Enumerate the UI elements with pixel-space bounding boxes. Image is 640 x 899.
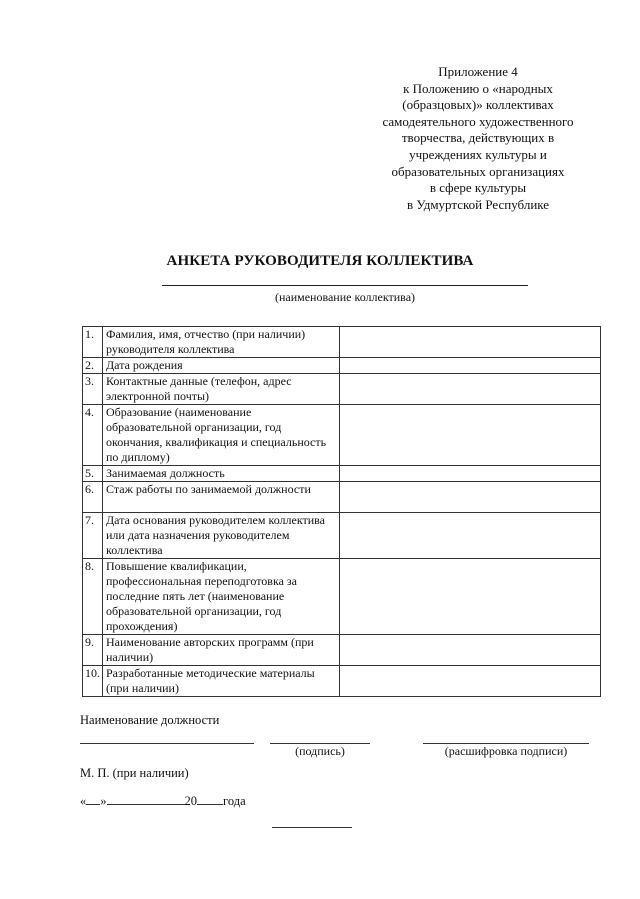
date-suffix: года	[223, 794, 246, 808]
table-row	[83, 358, 601, 374]
date-day-blank[interactable]	[86, 792, 100, 805]
row-value-cell[interactable]	[340, 358, 601, 374]
row-number: 8.	[83, 559, 103, 635]
row-value-cell[interactable]	[340, 466, 601, 482]
row-value-cell[interactable]	[340, 405, 601, 466]
date-month-blank[interactable]	[107, 792, 185, 805]
row-number: 6.	[83, 482, 103, 513]
row-label: Дата основания руководителем коллектива или дата назначения руководителем коллектива	[103, 513, 340, 559]
table-row	[83, 513, 601, 559]
table-row	[83, 666, 601, 697]
position-line[interactable]	[80, 743, 254, 744]
row-label: Занимаемая должность	[103, 466, 340, 482]
table-row	[83, 466, 601, 482]
appendix-line: к Положению о «народных	[403, 80, 553, 96]
row-label: Дата рождения	[103, 358, 340, 374]
row-number: 4.	[83, 405, 103, 466]
position-label: Наименование должности	[80, 713, 220, 727]
date-year-prefix: 20	[184, 794, 197, 808]
signature-caption: (подпись)	[295, 744, 345, 758]
row-value-cell[interactable]	[340, 513, 601, 559]
bottom-rule	[272, 827, 352, 828]
document-title: АНКЕТА РУКОВОДИТЕЛЯ КОЛЛЕКТИВА	[166, 253, 474, 269]
appendix-line: Приложение 4	[438, 64, 518, 79]
appendix-line: учреждениях культуры и	[409, 146, 547, 162]
row-number: 7.	[83, 513, 103, 559]
row-value-cell[interactable]	[340, 327, 601, 358]
table-row	[83, 559, 601, 635]
row-value-cell[interactable]	[340, 559, 601, 635]
row-label: Разработанные методические материалы (при наличии)	[103, 666, 340, 697]
collective-name-field[interactable]	[162, 285, 528, 286]
appendix-line: творчества, действующих в	[401, 130, 555, 146]
date-open-quote: «	[80, 794, 87, 808]
survey-table	[82, 326, 601, 697]
row-number: 10.	[83, 666, 103, 697]
row-value-cell[interactable]	[340, 374, 601, 405]
decoding-caption: (расшифровка подписи)	[444, 744, 568, 758]
appendix-header	[362, 64, 594, 213]
collective-name-caption: (наименование коллектива)	[274, 290, 416, 304]
table-row	[83, 374, 601, 405]
date-field	[80, 792, 246, 809]
stamp-label: М. П. (при наличии)	[80, 766, 189, 780]
appendix-line: (образцовых)» коллективах	[402, 97, 554, 113]
table-row	[83, 327, 601, 358]
date-year-blank[interactable]	[197, 792, 223, 805]
appendix-line: образовательных организациях	[391, 163, 565, 179]
row-number: 1.	[83, 327, 103, 358]
table-row	[83, 405, 601, 466]
row-label: Образование (наименование образовательной организации, год окончания, квалификация и специальность по диплому)	[103, 405, 340, 466]
table-row	[83, 482, 601, 513]
date-close-quote: »	[100, 794, 107, 808]
row-number: 3.	[83, 374, 103, 405]
appendix-line: в сфере культуры	[429, 180, 527, 196]
row-number: 5.	[83, 466, 103, 482]
row-number: 2.	[83, 358, 103, 374]
row-number: 9.	[83, 635, 103, 666]
row-label: Фамилия, имя, отчество (при наличии) руководителя коллектива	[103, 327, 340, 358]
row-value-cell[interactable]	[340, 666, 601, 697]
row-label: Повышение квалификации, профессиональная переподготовка за последние пять лет (наименование образовательной организации, год прохождения)	[103, 559, 340, 635]
row-value-cell[interactable]	[340, 635, 601, 666]
row-label: Стаж работы по занимаемой должности	[103, 482, 340, 513]
table-row	[83, 635, 601, 666]
row-label: Наименование авторских программ (при наличии)	[103, 635, 340, 666]
row-label: Контактные данные (телефон, адрес электронной почты)	[103, 374, 340, 405]
row-value-cell[interactable]	[340, 482, 601, 513]
appendix-line: самодеятельного художественного	[382, 113, 574, 129]
appendix-line: в Удмуртской Республике	[406, 196, 550, 212]
